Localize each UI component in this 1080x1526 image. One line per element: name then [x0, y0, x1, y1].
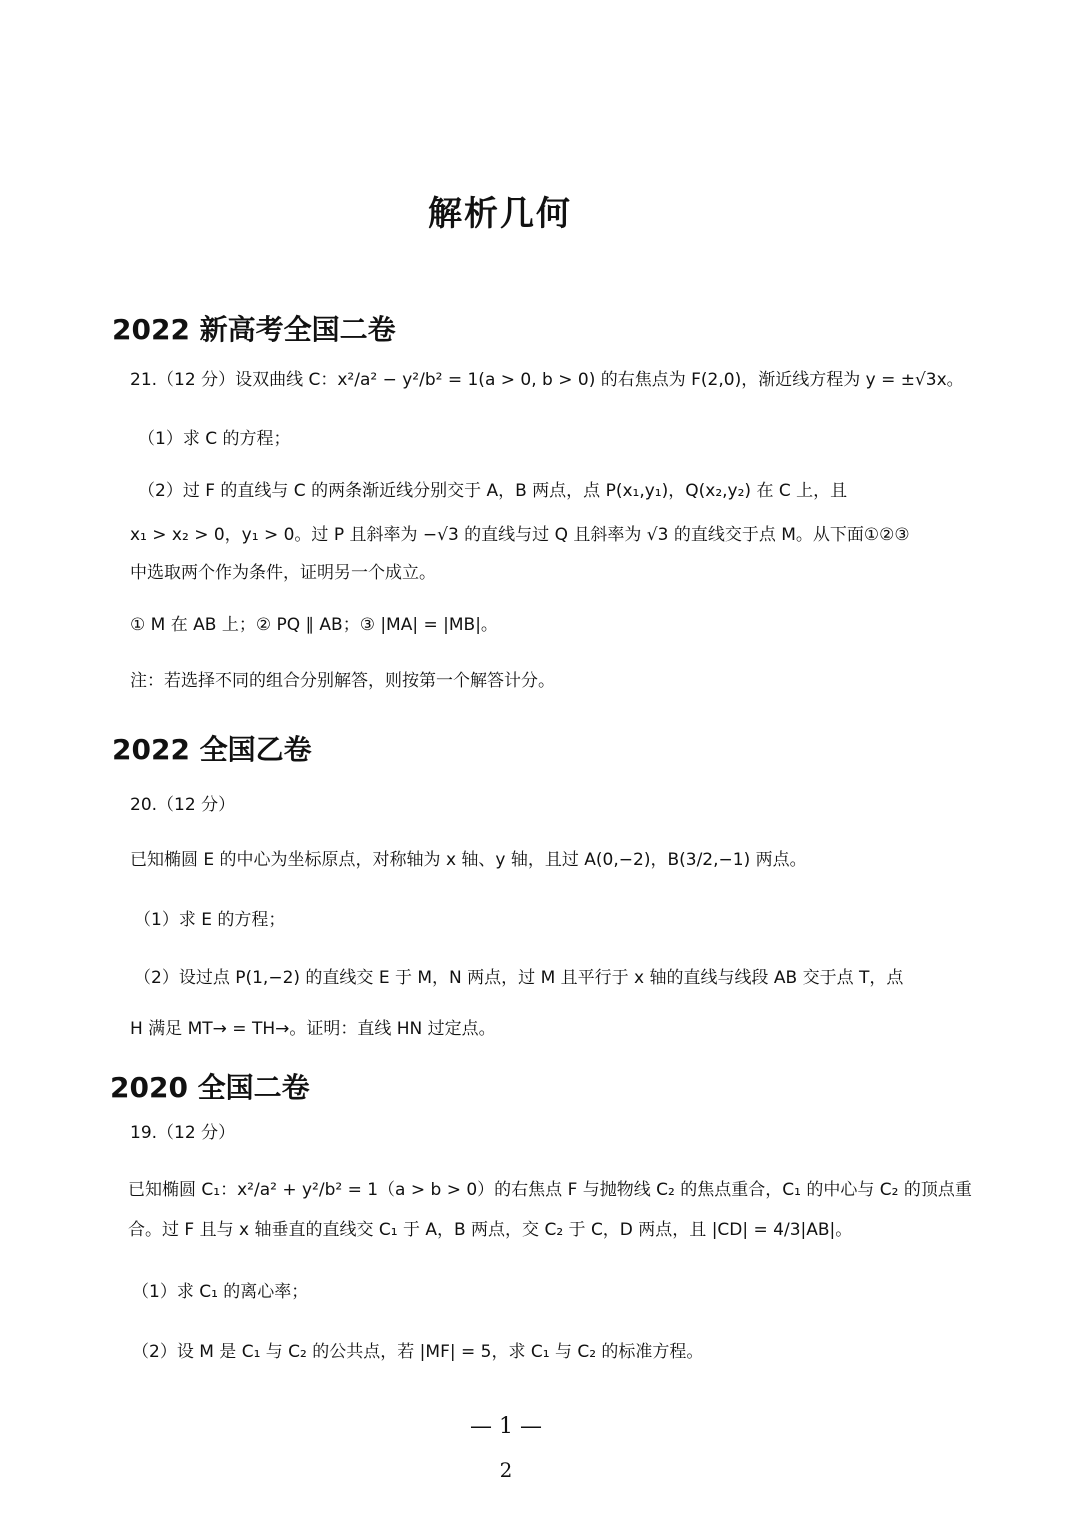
problem-21-conditions: ① M 在 AB 上；② PQ ∥ AB；③ |MA| = |MB|。	[130, 615, 498, 635]
page-number: 2	[499, 1458, 513, 1482]
page-title: 解析几何	[428, 194, 572, 234]
problem-21-part-2-line-3: 中选取两个作为条件，证明另一个成立。	[130, 563, 436, 583]
problem-19-stem-line-1: 已知椭圆 C₁：x²/a² + y²/b² = 1（a > b > 0）的右焦点 F 与抛物线 C₂ 的焦点重合，C₁ 的中心与 C₂ 的顶点重	[128, 1180, 972, 1200]
problem-20-part-2-line-2: H 满足 MT→ = TH→。证明：直线 HN 过定点。	[130, 1019, 496, 1039]
problem-19-part-2: （2）设 M 是 C₁ 与 C₂ 的公共点，若 |MF| = 5，求 C₁ 与 C₂ 的标准方程。	[132, 1342, 704, 1362]
problem-20-part-1: （1）求 E 的方程；	[134, 910, 286, 930]
section-heading-2020-quanguo-er: 2020 全国二卷	[110, 1071, 310, 1104]
section-heading-2022-xingaokao: 2022 新高考全国二卷	[112, 313, 396, 346]
problem-19-number: 19.（12 分）	[130, 1123, 236, 1143]
problem-21-stem: 21.（12 分）设双曲线 C：x²/a² − y²/b² = 1(a > 0, b > 0) 的右焦点为 F(2,0)，渐近线方程为 y = ±√3x。	[130, 370, 964, 390]
problem-21-part-2-line-1: （2）过 F 的直线与 C 的两条渐近线分别交于 A，B 两点，点 P(x₁,y₁)，Q(x₂,y₂) 在 C 上，且	[138, 481, 848, 501]
problem-19-part-1: （1）求 C₁ 的离心率；	[132, 1282, 309, 1302]
problem-20-stem: 已知椭圆 E 的中心为坐标原点，对称轴为 x 轴、y 轴，且过 A(0,−2)，B(3/2,−1) 两点。	[130, 850, 807, 870]
page-footer-line: — 1 —	[470, 1414, 542, 1439]
section-heading-2022-quanguo-yi: 2022 全国乙卷	[112, 733, 312, 766]
problem-21-part-1: （1）求 C 的方程；	[138, 429, 291, 449]
problem-19-stem-line-2: 合。过 F 且与 x 轴垂直的直线交 C₁ 于 A，B 两点，交 C₂ 于 C，D 两点，且 |CD| = 4/3|AB|。	[128, 1220, 853, 1240]
problem-20-part-2-line-1: （2）设过点 P(1,−2) 的直线交 E 于 M，N 两点，过 M 且平行于 x 轴的直线与线段 AB 交于点 T，点	[134, 968, 904, 988]
problem-21-part-2-line-2: x₁ > x₂ > 0，y₁ > 0。过 P 且斜率为 −√3 的直线与过 Q 且斜率为 √3 的直线交于点 M。从下面①②③	[130, 525, 910, 545]
problem-21-note: 注：若选择不同的组合分别解答，则按第一个解答计分。	[130, 671, 555, 691]
problem-20-number: 20.（12 分）	[130, 795, 236, 815]
